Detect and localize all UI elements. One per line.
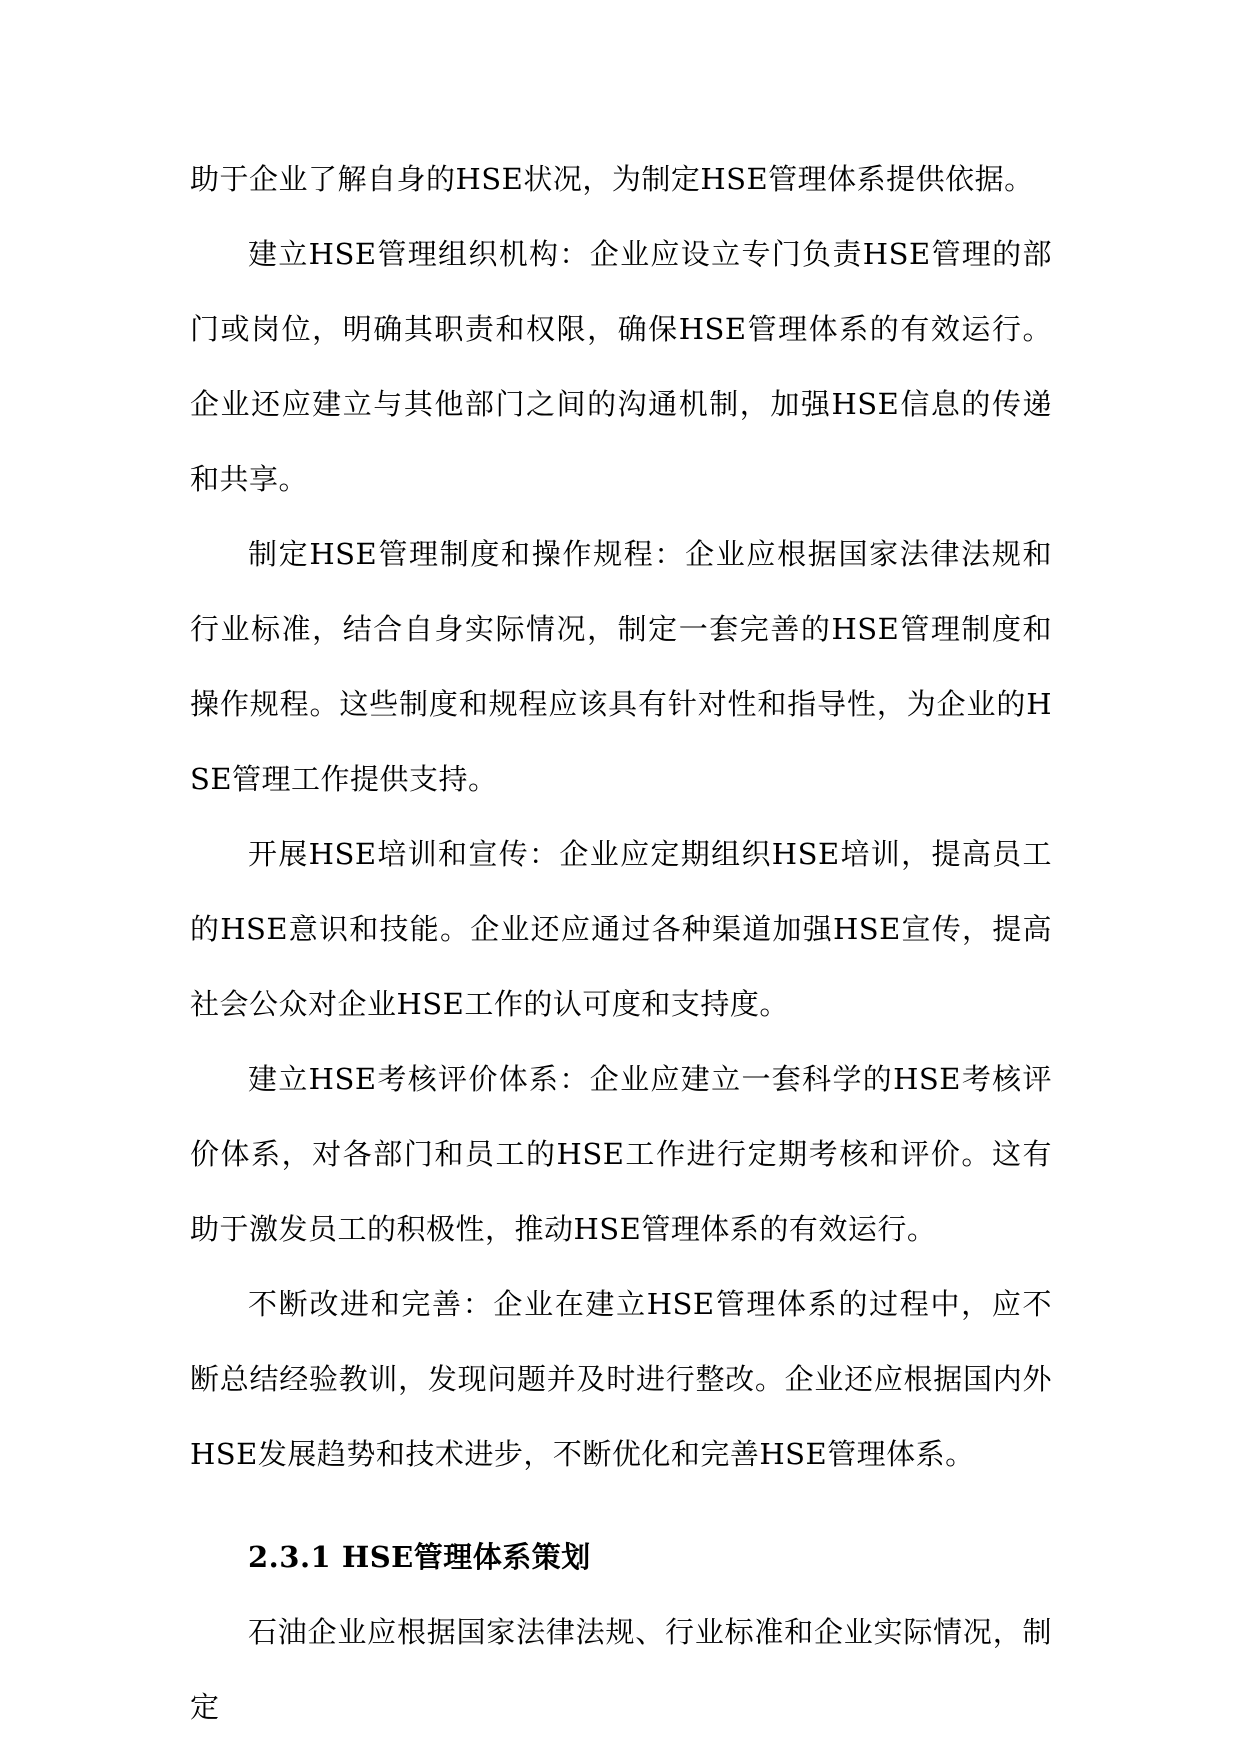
paragraph-continuation: 助于企业了解自身的HSE状况，为制定HSE管理体系提供依据。 [190, 162, 1034, 196]
paragraph-organization: 建立HSE管理组织机构：企业应设立专门负责HSE管理的部门或岗位，明确其职责和权限，确保HSE管理体系的有效运行。企业还应建立与其他部门之间的沟通机制，加强HSE信息的传递和共享。 [190, 237, 1052, 496]
paragraph-improvement: 不断改进和完善：企业在建立HSE管理体系的过程中，应不断总结经验教训，发现问题并及时进行整改。企业还应根据国内外HSE发展趋势和技术进步，不断优化和完善HSE管理体系。 [190, 1287, 1052, 1471]
paragraph-regulations: 制定HSE管理制度和操作规程：企业应根据国家法律法规和行业标准，结合自身实际情况，制定一套完善的HSE管理制度和操作规程。这些制度和规程应该具有针对性和指导性，为企业的HSE管理工作提供支持。 [190, 537, 1052, 796]
paragraph-planning: 石油企业应根据国家法律法规、行业标准和企业实际情况，制定 [190, 1615, 1052, 1724]
paragraph-training: 开展HSE培训和宣传：企业应定期组织HSE培训，提高员工的HSE意识和技能。企业还应通过各种渠道加强HSE宣传，提高社会公众对企业HSE工作的认可度和支持度。 [190, 837, 1052, 1021]
section-heading: 2.3.1 HSE管理体系策划 [248, 1540, 591, 1574]
document-body [190, 142, 1052, 1745]
paragraph-evaluation: 建立HSE考核评价体系：企业应建立一套科学的HSE考核评价体系，对各部门和员工的HSE工作进行定期考核和评价。这有助于激发员工的积极性，推动HSE管理体系的有效运行。 [190, 1062, 1052, 1246]
